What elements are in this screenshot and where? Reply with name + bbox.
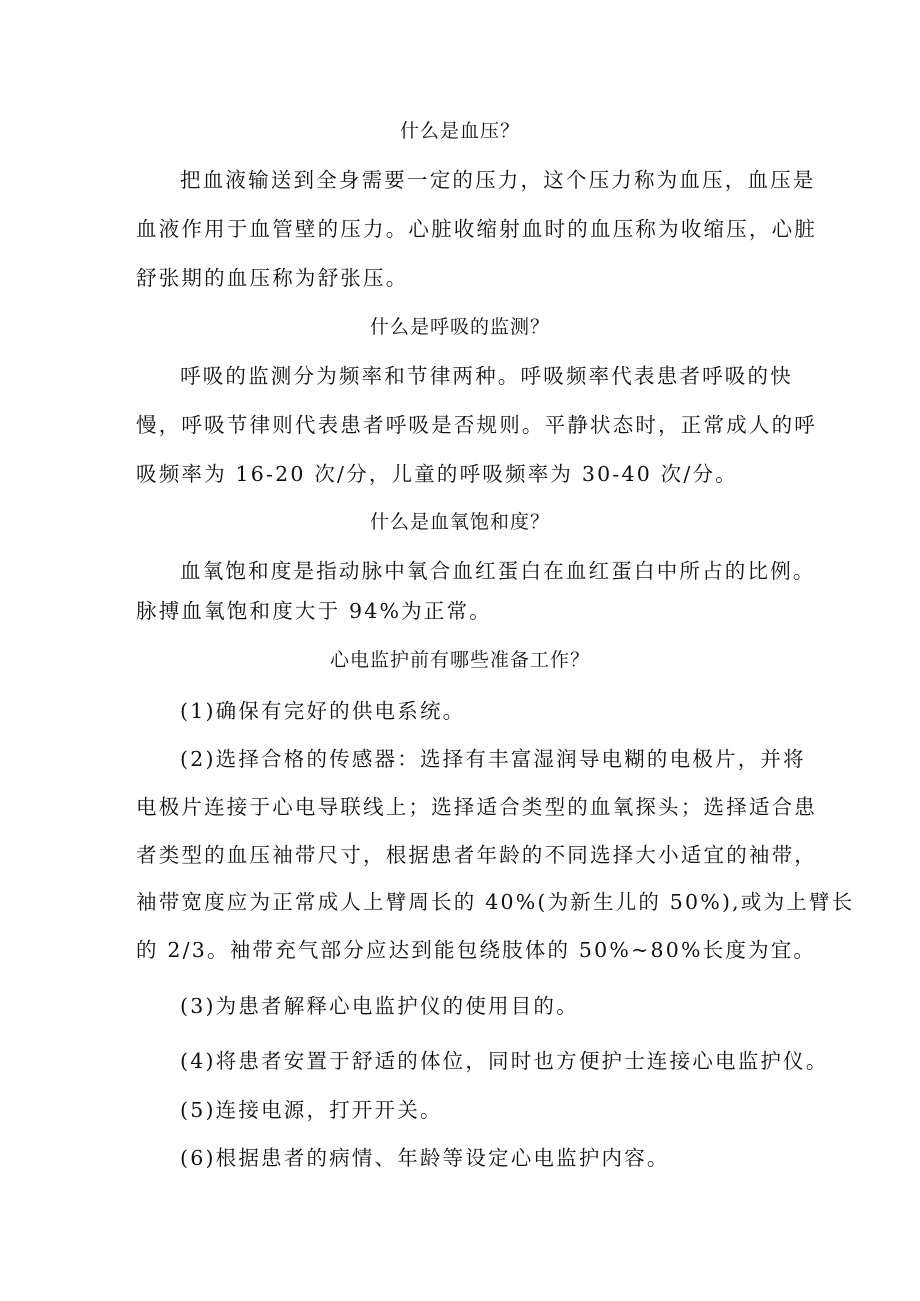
paragraph-line: 血液作用于血管壁的压力。心脏收缩射血时的血压称为收缩压，心脏 [136,217,817,241]
paragraph-line: 慢，呼吸节律则代表患者呼吸是否规则。平静状态时，正常成人的呼 [136,413,817,437]
section-heading-blood-pressure: 什么是血压？ [399,120,520,142]
list-item: (5)连接电源，打开开关。 [180,1098,443,1122]
section-heading-respiration: 什么是呼吸的监测？ [369,316,550,338]
paragraph-line: 把血液输送到全身需要一定的压力，这个压力称为血压，血压是 [180,168,816,192]
section-heading-oxygen-saturation: 什么是血氧饱和度？ [369,511,550,533]
list-item-continuation: 电极片连接于心电导联线上；选择适合类型的血氧探头；选择适合患 [136,795,817,819]
paragraph-line: 吸频率为 16-20 次/分，儿童的呼吸频率为 30-40 次/分。 [136,462,738,486]
list-item: (4)将患者安置于舒适的体位，同时也方便护士连接心电监护仪。 [180,1049,829,1073]
paragraph-line: 血氧饱和度是指动脉中氧合血红蛋白在血红蛋白中所占的比例。 [180,559,816,583]
list-item-continuation: 袖带宽度应为正常成人上臂周长的 40%(为新生儿的 50%),或为上臂长 [136,890,855,914]
section-heading-preparation: 心电监护前有哪些准备工作？ [329,649,590,671]
paragraph-line: 舒张期的血压称为舒张压。 [136,266,409,290]
paragraph-line: 脉搏血氧饱和度大于 94%为正常。 [136,599,492,623]
list-item-continuation: 者类型的血压袖带尺寸，根据患者年龄的不同选择大小适宜的袖带， [136,843,817,867]
list-item: (6)根据患者的病情、年龄等设定心电监护内容。 [180,1146,670,1170]
list-item: (1)确保有完好的供电系统。 [180,699,466,723]
list-item: (3)为患者解释心电监护仪的使用目的。 [180,994,579,1018]
paragraph-line: 呼吸的监测分为频率和节律两种。呼吸频率代表患者呼吸的快 [180,364,793,388]
list-item: (2)选择合格的传感器：选择有丰富湿润导电糊的电极片，并将 [180,747,806,771]
list-item-continuation: 的 2/3。袖带充气部分应达到能包绕肢体的 50%~80%长度为宜。 [136,938,817,962]
